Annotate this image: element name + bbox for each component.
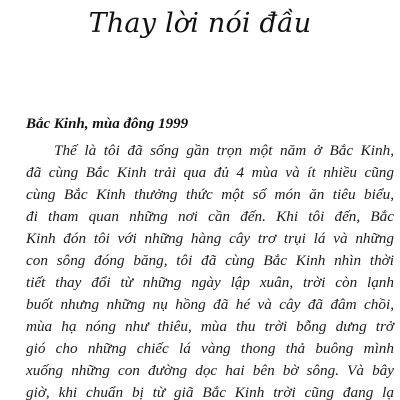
text-line: cùng Bắc Kinh thưởng thức một số món ăn tiêu biểu, [26,186,394,203]
text-line: giờ, khi chuẩn bị từ giã Bắc Kinh trời cũng đang lạ [26,384,394,400]
text-line: tiết thay đổi từ những ngày lập xuân, trời còn lạnh [26,274,394,291]
text-line: đã cùng Bắc Kinh trải qua đủ 4 mùa và ít nhiều cũng [26,164,394,181]
text-line: Kinh đón tôi với những hàng cây trơ trụi lá và những [26,230,394,247]
page-title: Thay lời nói đầu [88,8,312,39]
dateline: Bắc Kinh, mùa đông 1999 [26,116,189,132]
text-line: buốt nhưng những nụ hồng đã hé và cây đã đâm chồi, [26,296,394,313]
text-line: con sông đóng băng, tôi đã cùng Bắc Kinh nhìn thời [26,252,394,269]
text-line: gió cho những chiếc lá vàng thong thả buông mình [26,340,394,357]
body-text [26,140,394,400]
text-line: đi tham quan những nơi cần đến. Khi tôi đến, Bắc [26,208,394,225]
text-line: Thế là tôi đã sống gần trọn một năm ở Bắc Kinh, [54,142,394,159]
text-line: xuống những con đường dọc hai bên bờ sông. Và bây [26,362,394,379]
text-line: mùa hạ nóng như thiêu, mùa thu trời bỗng dưng trở [26,318,394,335]
